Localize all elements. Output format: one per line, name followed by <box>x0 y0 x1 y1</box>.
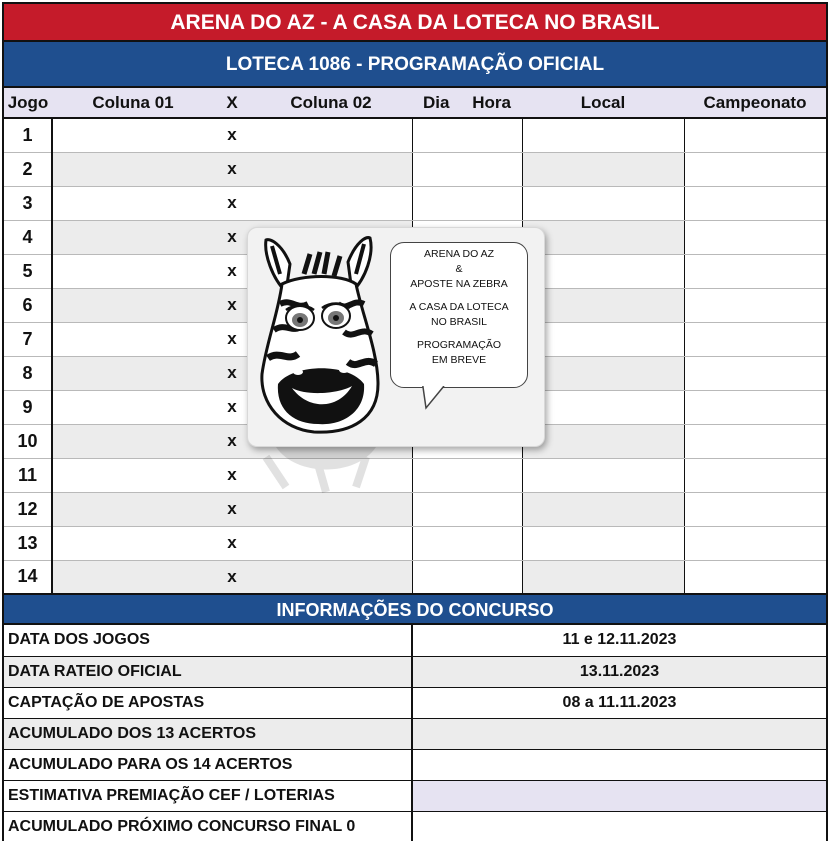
info-value: 11 e 12.11.2023 <box>412 625 826 656</box>
info-row <box>4 780 826 811</box>
game-x: x <box>214 254 250 288</box>
game-campeonato <box>684 118 826 152</box>
game-campeonato <box>684 322 826 356</box>
game-dia-hora <box>412 526 522 560</box>
game-coluna-01 <box>52 560 214 594</box>
info-label: ESTIMATIVA PREMIAÇÃO CEF / LOTERIAS <box>4 780 412 811</box>
game-local <box>522 492 684 526</box>
game-local <box>522 458 684 492</box>
game-coluna-01 <box>52 322 214 356</box>
game-x: x <box>214 186 250 220</box>
zebra-announcement-card <box>247 227 545 447</box>
speech-bubble-tail <box>418 380 454 412</box>
game-coluna-01 <box>52 220 214 254</box>
game-dia-hora <box>412 560 522 594</box>
info-value: 13.11.2023 <box>412 656 826 687</box>
game-x: x <box>214 424 250 458</box>
game-x: x <box>214 152 250 186</box>
game-campeonato <box>684 356 826 390</box>
game-coluna-01 <box>52 424 214 458</box>
game-number: 4 <box>4 220 52 254</box>
game-number: 13 <box>4 526 52 560</box>
info-section-title: INFORMAÇÕES DO CONCURSO <box>4 595 826 625</box>
info-table <box>4 625 826 841</box>
info-row <box>4 811 826 841</box>
game-campeonato <box>684 220 826 254</box>
game-coluna-01 <box>52 254 214 288</box>
game-row <box>4 186 826 220</box>
game-row <box>4 560 826 594</box>
game-x: x <box>214 526 250 560</box>
info-value <box>412 718 826 749</box>
game-number: 6 <box>4 288 52 322</box>
game-number: 14 <box>4 560 52 594</box>
info-row <box>4 625 826 656</box>
game-local <box>522 322 684 356</box>
bubble-line-6: PROGRAMAÇÃO <box>416 339 501 351</box>
game-x: x <box>214 356 250 390</box>
game-number: 5 <box>4 254 52 288</box>
game-local <box>522 526 684 560</box>
info-label: ACUMULADO DOS 13 ACERTOS <box>4 718 412 749</box>
game-local <box>522 186 684 220</box>
game-coluna-01 <box>52 186 214 220</box>
game-number: 3 <box>4 186 52 220</box>
game-campeonato <box>684 254 826 288</box>
info-row <box>4 749 826 780</box>
game-dia-hora <box>412 458 522 492</box>
game-campeonato <box>684 492 826 526</box>
game-x: x <box>214 220 250 254</box>
game-number: 12 <box>4 492 52 526</box>
header-x: X <box>214 88 250 118</box>
game-row <box>4 118 826 152</box>
game-number: 10 <box>4 424 52 458</box>
game-dia-hora <box>412 152 522 186</box>
game-row <box>4 152 826 186</box>
game-coluna-02 <box>250 492 412 526</box>
game-x: x <box>214 458 250 492</box>
game-coluna-01 <box>52 288 214 322</box>
game-coluna-02 <box>250 526 412 560</box>
info-value <box>412 811 826 841</box>
game-local <box>522 220 684 254</box>
game-local <box>522 152 684 186</box>
game-local <box>522 560 684 594</box>
info-label: ACUMULADO PARA OS 14 ACERTOS <box>4 749 412 780</box>
info-value <box>412 749 826 780</box>
game-campeonato <box>684 186 826 220</box>
game-x: x <box>214 560 250 594</box>
bubble-line-2: & <box>455 263 463 275</box>
header-dia-hora: Dia Hora <box>412 88 522 118</box>
zebra-mascot-image <box>252 234 402 444</box>
game-number: 11 <box>4 458 52 492</box>
game-campeonato <box>684 424 826 458</box>
header-campeonato: Campeonato <box>684 88 826 118</box>
info-label: DATA RATEIO OFICIAL <box>4 656 412 687</box>
game-coluna-01 <box>52 356 214 390</box>
info-row <box>4 718 826 749</box>
game-campeonato <box>684 458 826 492</box>
game-row <box>4 458 826 492</box>
game-coluna-01 <box>52 152 214 186</box>
header-coluna-01: Coluna 01 <box>52 88 214 118</box>
info-label: ACUMULADO PRÓXIMO CONCURSO FINAL 0 <box>4 811 412 841</box>
game-number: 8 <box>4 356 52 390</box>
info-value <box>412 780 826 811</box>
game-coluna-01 <box>52 118 214 152</box>
game-number: 2 <box>4 152 52 186</box>
info-label: DATA DOS JOGOS <box>4 625 412 656</box>
bubble-line-5: NO BRASIL <box>430 316 488 328</box>
info-label: CAPTAÇÃO DE APOSTAS <box>4 687 412 718</box>
game-x: x <box>214 492 250 526</box>
game-campeonato <box>684 288 826 322</box>
game-campeonato <box>684 390 826 424</box>
game-local <box>522 254 684 288</box>
game-coluna-01 <box>52 492 214 526</box>
game-dia-hora <box>412 492 522 526</box>
game-dia-hora <box>412 186 522 220</box>
game-local <box>522 390 684 424</box>
game-x: x <box>214 390 250 424</box>
game-campeonato <box>684 560 826 594</box>
bubble-line-4: A CASA DA LOTECA <box>409 301 509 313</box>
game-coluna-01 <box>52 458 214 492</box>
game-dia-hora <box>412 118 522 152</box>
game-coluna-02 <box>250 186 412 220</box>
bubble-line-3: APOSTE NA ZEBRA <box>410 278 508 290</box>
game-coluna-01 <box>52 526 214 560</box>
game-coluna-02 <box>250 152 412 186</box>
page-subtitle: LOTECA 1086 - PROGRAMAÇÃO OFICIAL <box>4 42 826 88</box>
game-local <box>522 356 684 390</box>
game-number: 7 <box>4 322 52 356</box>
table-header-row <box>4 88 826 118</box>
game-x: x <box>214 288 250 322</box>
zebra-reflection-decoration <box>256 447 396 497</box>
info-row <box>4 656 826 687</box>
page-title: ARENA DO AZ - A CASA DA LOTECA NO BRASIL <box>4 4 826 42</box>
header-coluna-02: Coluna 02 <box>250 88 412 118</box>
info-row <box>4 687 826 718</box>
game-coluna-02 <box>250 118 412 152</box>
game-campeonato <box>684 152 826 186</box>
game-number: 1 <box>4 118 52 152</box>
game-x: x <box>214 118 250 152</box>
bubble-line-1: ARENA DO AZ <box>423 248 495 260</box>
game-x: x <box>214 322 250 356</box>
game-coluna-01 <box>52 390 214 424</box>
game-number: 9 <box>4 390 52 424</box>
header-jogo: Jogo <box>4 88 52 118</box>
bubble-line-7: EM BREVE <box>431 354 487 366</box>
game-local <box>522 118 684 152</box>
speech-bubble <box>390 242 528 388</box>
game-coluna-02 <box>250 560 412 594</box>
game-row <box>4 492 826 526</box>
game-local <box>522 288 684 322</box>
game-row <box>4 526 826 560</box>
game-campeonato <box>684 526 826 560</box>
game-local <box>522 424 684 458</box>
header-local: Local <box>522 88 684 118</box>
info-value: 08 a 11.11.2023 <box>412 687 826 718</box>
